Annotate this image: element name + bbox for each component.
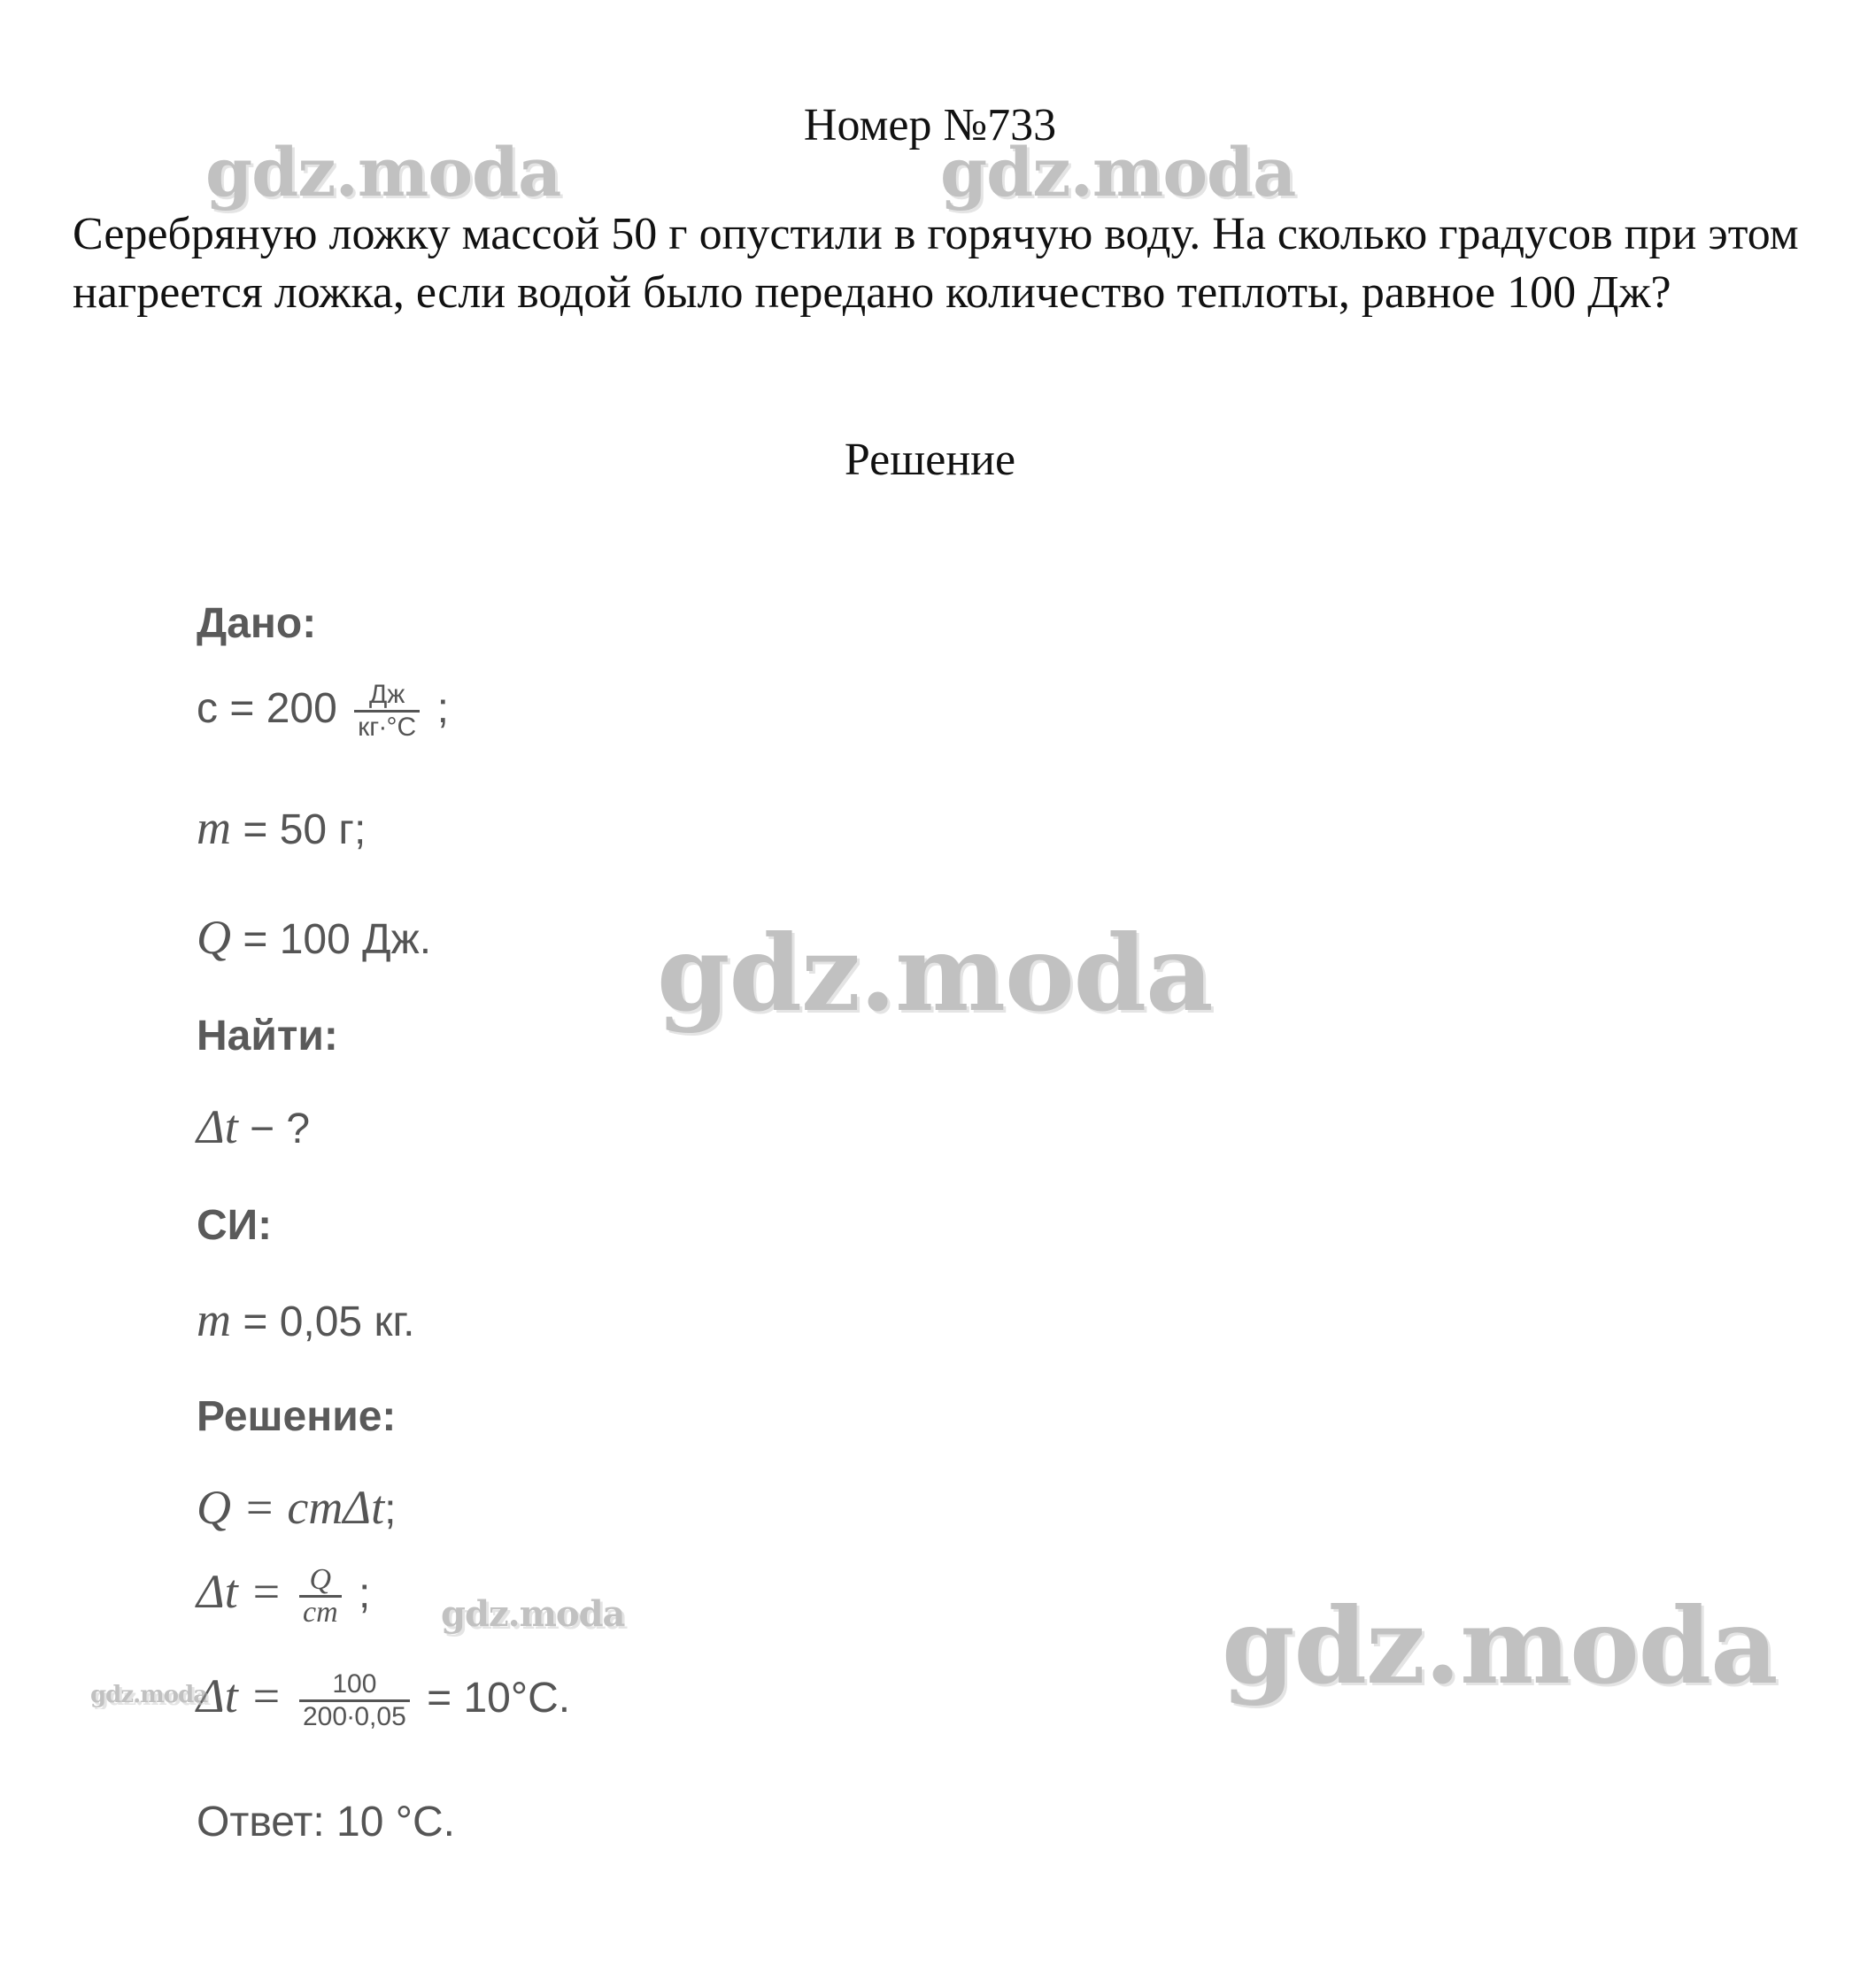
formula-2-numerator: Q xyxy=(299,1565,342,1598)
given-c-line xyxy=(197,680,449,743)
watermark: gdz.moda xyxy=(940,133,1296,212)
formula-2-suffix: ; xyxy=(358,1570,371,1618)
formula-2-denominator: cm xyxy=(302,1596,338,1629)
given-label: Дано: xyxy=(197,600,317,647)
answer-line: Ответ: 10 °С. xyxy=(197,1799,455,1845)
formula-1 xyxy=(197,1482,396,1536)
given-m-line xyxy=(197,802,366,856)
m-value: = 50 г; xyxy=(231,806,367,853)
watermark: gdz.moda xyxy=(90,1682,208,1708)
q-value: = 100 Дж. xyxy=(231,916,432,963)
c-suffix: ; xyxy=(436,685,449,733)
c-prefix: c = 200 xyxy=(197,685,337,733)
formula-3-result: = 10°С. xyxy=(427,1675,571,1722)
solve-label: Решение: xyxy=(197,1393,397,1440)
formula-2 xyxy=(197,1565,370,1628)
dt-variable: Δt xyxy=(197,1100,238,1153)
problem-text: Серебряную ложку массой 50 г опустили в горячую воду. На сколько градусов при этом нагреется ложка, если водой было передано количество теплоты, равное 100 Дж? xyxy=(73,209,1799,318)
q-variable: Q xyxy=(197,911,231,964)
formula-1-expr: Q = cmΔt xyxy=(197,1481,385,1534)
watermark: gdz.moda xyxy=(657,912,1213,1035)
si-label: СИ: xyxy=(197,1202,273,1249)
page-title: Номер №733 xyxy=(803,100,1057,150)
formula-3-numerator: 100 xyxy=(299,1669,410,1702)
formula-2-lhs: Δt = xyxy=(197,1565,282,1619)
formula-1-suffix: ; xyxy=(384,1486,397,1533)
solution-heading: Решение xyxy=(844,435,1016,485)
watermark: gdz.moda xyxy=(1222,1584,1778,1707)
formula-3-fraction xyxy=(299,1669,410,1732)
given-q-line xyxy=(197,912,431,966)
m-variable: m xyxy=(197,801,231,854)
c-unit-denominator: кг∙°С xyxy=(358,713,417,742)
formula-3 xyxy=(197,1669,570,1732)
m-si-value: = 0,05 кг. xyxy=(231,1298,415,1345)
si-m-line xyxy=(197,1294,414,1348)
find-label: Найти: xyxy=(197,1013,338,1059)
formula-2-fraction xyxy=(299,1565,342,1628)
c-unit-fraction xyxy=(354,680,420,743)
m-si-variable: m xyxy=(197,1293,231,1346)
c-unit-numerator: Дж xyxy=(354,680,420,713)
formula-3-lhs: Δt = xyxy=(197,1669,282,1723)
formula-3-denominator: 200∙0,05 xyxy=(302,1702,406,1731)
find-dt-line xyxy=(197,1101,310,1155)
watermark: gdz.moda xyxy=(441,1593,625,1635)
dt-question: − ? xyxy=(237,1106,311,1152)
watermark: gdz.moda xyxy=(205,133,561,212)
